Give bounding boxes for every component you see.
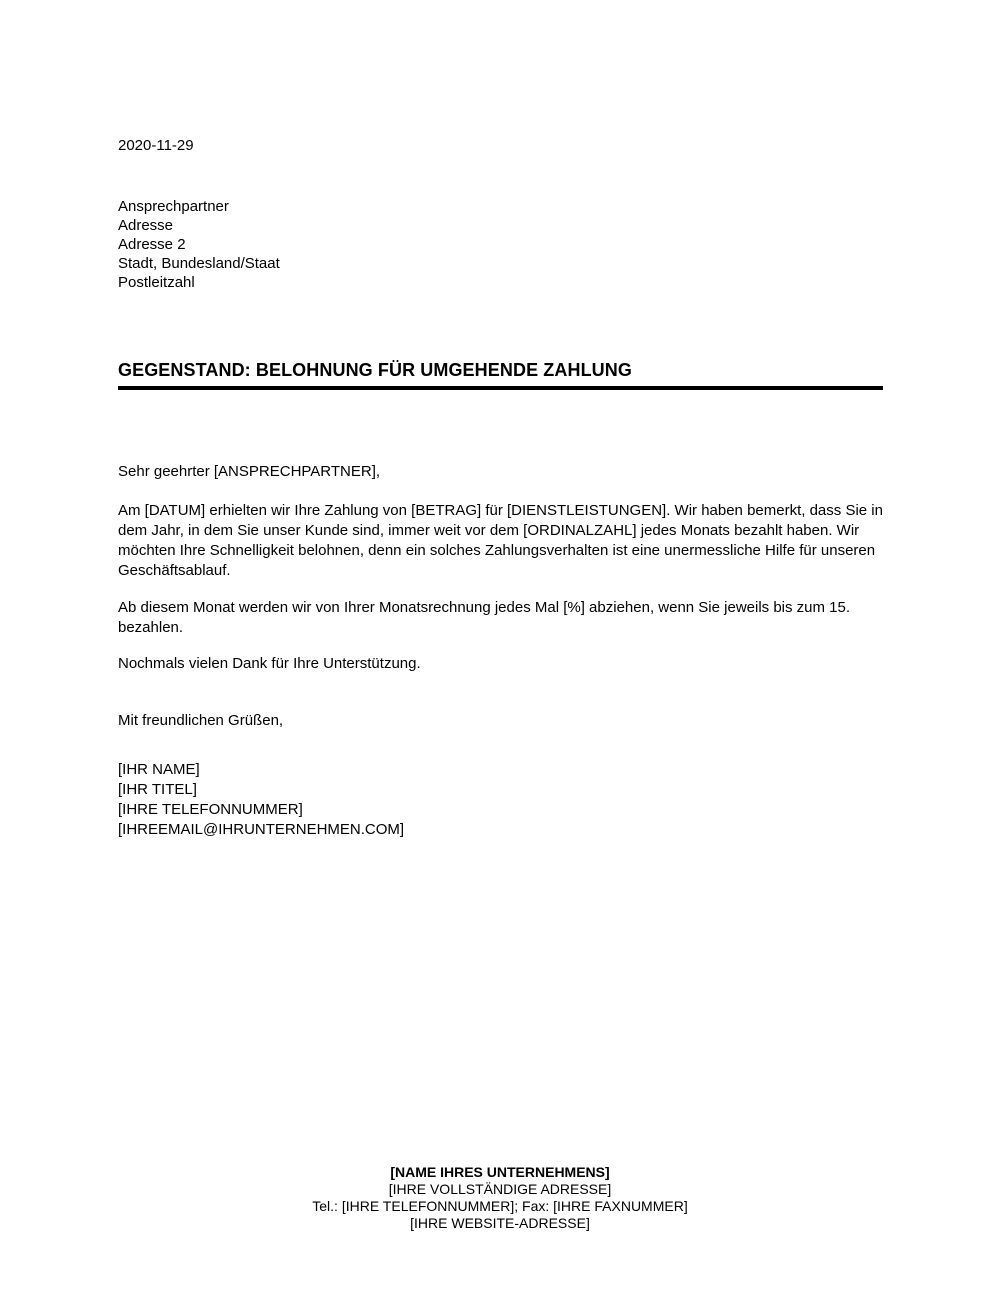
body-paragraph: Am [DATUM] erhielten wir Ihre Zahlung von [BETRAG] für [DIENSTLEISTUNGEN]. Wir haben bemerkt, dass Sie in dem Jahr, in dem Sie unser Kunde sind, immer weit vor dem [ORDINALZAHL] jedes Monats bezahlt haben. Wir möchten Ihre Schnelligkeit belohnen, denn ein solches Zahlungsverhalten ist eine unermessliche Hilfe für unseren Geschäftsablauf.: [118, 502, 883, 579]
letter-body: [118, 0, 883, 840]
subject-line: GEGENSTAND: BELOHNUNG FÜR UMGEHENDE ZAHLUNG: [118, 360, 632, 380]
signature-name: [IHR NAME]: [118, 761, 200, 778]
letter-date: 2020-11-29: [118, 137, 194, 154]
footer-website: [IHRE WEBSITE-ADRESSE]: [410, 1215, 590, 1231]
recipient-address-block: [118, 197, 883, 292]
recipient-contact-name: Ansprechpartner: [118, 198, 229, 215]
footer-phone-fax: Tel.: [IHRE TELEFONNUMMER]; Fax: [IHRE FAXNUMMER]: [312, 1198, 688, 1214]
recipient-address-line1: Adresse: [118, 217, 174, 234]
recipient-city-state: Stadt, Bundesland/Staat: [118, 255, 280, 272]
body-paragraph: Nochmals vielen Dank für Ihre Unterstützung.: [118, 655, 421, 672]
body-paragraph: Ab diesem Monat werden wir von Ihrer Monatsrechnung jedes Mal [%] abziehen, wenn Sie jeweils bis zum 15. bezahlen.: [118, 599, 851, 636]
signature-email: [IHREEMAIL@IHRUNTERNEHMEN.COM]: [118, 821, 405, 838]
signature-block: [118, 760, 883, 840]
signature-phone: [IHRE TELEFONNUMMER]: [118, 801, 303, 818]
recipient-postal-code: Postleitzahl: [118, 274, 195, 291]
company-footer: [0, 1164, 1000, 1232]
footer-company-name: [NAME IHRES UNTERNEHMENS]: [390, 1164, 610, 1180]
recipient-address-line2: Adresse 2: [118, 236, 186, 253]
signature-title: [IHR TITEL]: [118, 781, 197, 798]
closing-salutation: Mit freundlichen Grüßen,: [118, 712, 284, 729]
subject-underline-rule: [118, 386, 883, 390]
salutation: Sehr geehrter [ANSPRECHPARTNER],: [118, 463, 381, 480]
footer-company-address: [IHRE VOLLSTÄNDIGE ADRESSE]: [388, 1181, 612, 1197]
